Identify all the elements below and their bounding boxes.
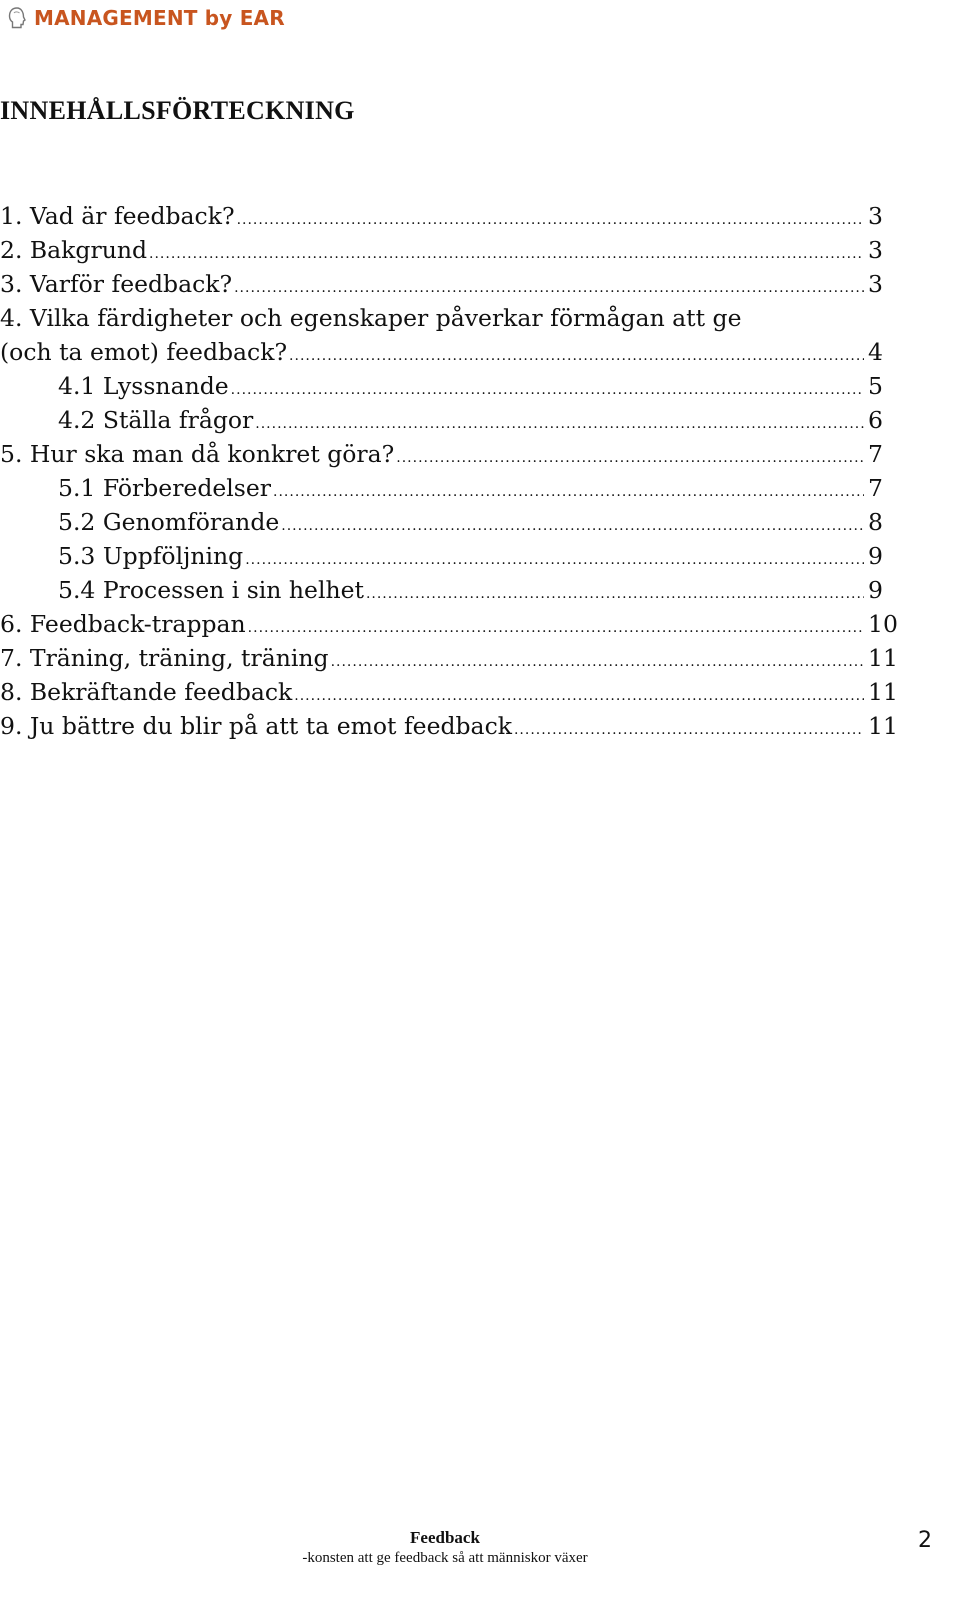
dot-leader — [514, 713, 864, 747]
head-profile-icon — [8, 7, 26, 29]
dot-leader — [237, 203, 864, 237]
dot-leader — [366, 577, 864, 611]
toc-page-number: 11 — [868, 644, 898, 672]
toc-entry[interactable] — [0, 233, 900, 267]
toc-entry-text: 9. Ju bättre du blir på att ta emot feedback — [0, 712, 512, 740]
toc-page-number: 4 — [868, 338, 883, 366]
toc-entry-text: 5.2 Genomförande — [58, 508, 280, 536]
toc-entry[interactable] — [0, 403, 900, 437]
toc-entry-text: 5.3 Uppföljning — [58, 542, 244, 570]
dot-leader — [234, 271, 864, 305]
toc-entry[interactable] — [0, 709, 900, 743]
dot-leader — [294, 679, 864, 713]
toc-entry[interactable] — [0, 505, 900, 539]
toc-page-number: 3 — [868, 236, 883, 264]
toc-entry-text: 5.1 Förberedelser — [58, 474, 272, 502]
toc-page-number: 6 — [868, 406, 883, 434]
toc-entry[interactable] — [0, 369, 900, 403]
toc-page-number: 8 — [868, 508, 883, 536]
toc-entry[interactable] — [0, 301, 900, 369]
toc-entry[interactable] — [0, 607, 900, 641]
footer-subtitle: -konsten att ge feedback så att människor växer — [302, 1550, 588, 1566]
dot-leader — [149, 237, 864, 271]
toc-entry[interactable] — [0, 437, 900, 471]
toc-entry-text: 5. Hur ska man då konkret göra? — [0, 440, 395, 468]
toc-entry-text: 2. Bakgrund — [0, 236, 148, 264]
dot-leader — [396, 441, 864, 475]
toc-page-number: 11 — [868, 712, 898, 740]
toc-entry-text: 1. Vad är feedback? — [0, 202, 235, 230]
footer-title: Feedback — [410, 1528, 480, 1547]
toc-title: INNEHÅLLSFÖRTECKNING — [0, 96, 355, 125]
toc-entry-text: 5.4 Processen i sin helhet — [58, 576, 364, 604]
toc-entry[interactable] — [0, 641, 900, 675]
dot-leader — [331, 645, 864, 679]
toc-entry-text: 3. Varför feedback? — [0, 270, 233, 298]
dot-leader — [248, 611, 864, 645]
page-number: 2 — [918, 1528, 932, 1553]
page-header — [8, 4, 285, 32]
dot-leader — [231, 373, 864, 407]
toc-entry[interactable] — [0, 267, 900, 301]
toc-entry-text: 6. Feedback-trappan — [0, 610, 246, 638]
toc-page-number: 7 — [868, 440, 883, 468]
dot-leader — [273, 475, 864, 509]
dot-leader — [289, 339, 864, 373]
toc-entry[interactable] — [0, 675, 900, 709]
dot-leader — [281, 509, 864, 543]
toc-page-number: 10 — [868, 610, 898, 638]
toc-entry-text: 8. Bekräftande feedback — [0, 678, 293, 706]
toc-page-number: 9 — [868, 542, 883, 570]
brand-logo-text: MANAGEMENT by EAR — [34, 6, 285, 30]
toc-entry[interactable] — [0, 539, 900, 573]
toc-entry-text: (och ta emot) feedback? — [0, 338, 288, 366]
toc-page-number: 3 — [868, 270, 883, 298]
dot-leader — [255, 407, 864, 441]
toc-page-number: 5 — [868, 372, 883, 400]
toc-page-number: 9 — [868, 576, 883, 604]
toc-entry-text-line1: 4. Vilka färdigheter och egenskaper påverkar förmågan att ge — [0, 304, 742, 332]
toc-page-number: 7 — [868, 474, 883, 502]
toc-entry[interactable] — [0, 573, 900, 607]
toc-entry-text: 4.2 Ställa frågor — [58, 406, 254, 434]
toc-entry-text: 7. Träning, träning, träning — [0, 644, 329, 672]
dot-leader — [245, 543, 864, 577]
page-footer — [280, 1528, 610, 1568]
toc-entry[interactable] — [0, 471, 900, 505]
toc-entry-text: 4.1 Lyssnande — [58, 372, 229, 400]
table-of-contents — [0, 199, 900, 743]
toc-page-number: 3 — [868, 202, 883, 230]
toc-page-number: 11 — [868, 678, 898, 706]
toc-entry[interactable] — [0, 199, 900, 233]
